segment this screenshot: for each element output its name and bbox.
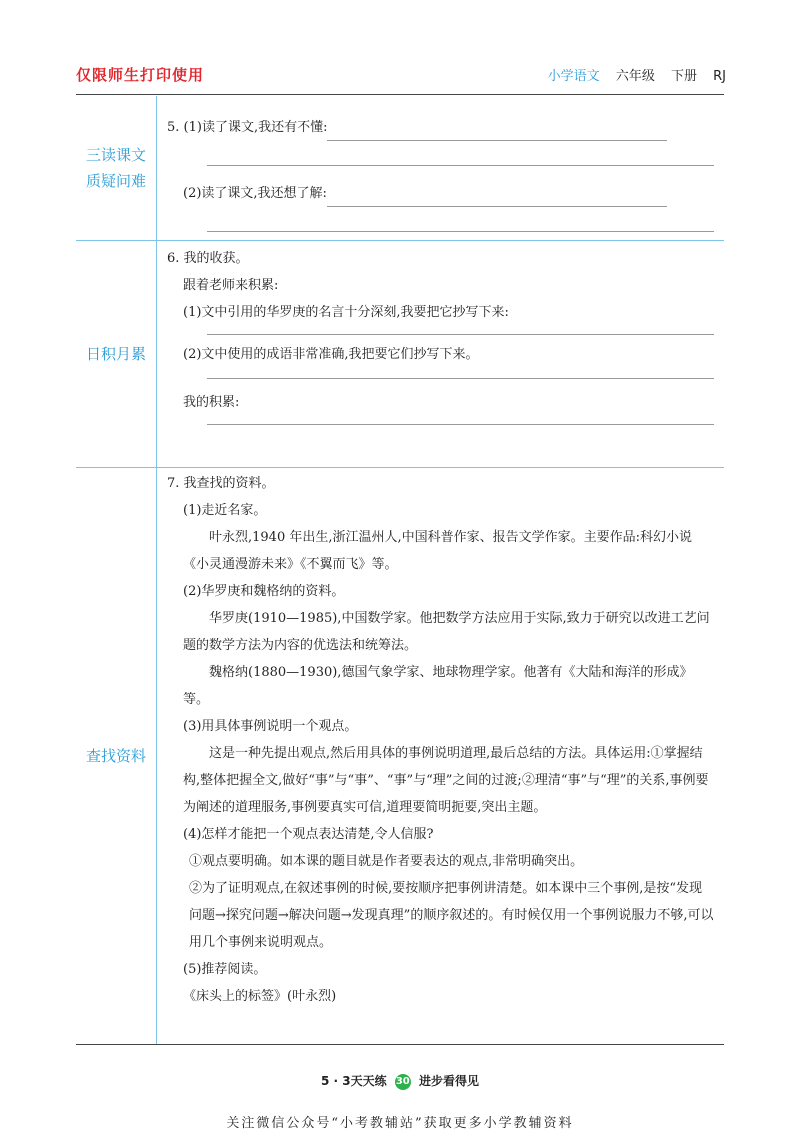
answer-line[interactable]: [207, 141, 714, 166]
paragraph-author: 叶永烈,1940 年出生,浙江温州人,中国科普作家、报告文学作家。主要作品:科幻小说《小灵通漫游未来》《不翼而飞》等。: [183, 530, 692, 572]
question-6-1: (1)文中引用的华罗庚的名言十分深刻,我要把它抄写下来:: [183, 305, 509, 320]
footer-slogan: 进步看得见: [418, 1074, 479, 1088]
section-content-questions: [157, 96, 724, 240]
page-number-badge: 30: [395, 1074, 411, 1090]
book-info: [548, 65, 726, 84]
section-label-research: 查找资料: [76, 468, 157, 1044]
footer-series: 5 · 3天天练: [320, 1074, 387, 1088]
subheading-1: (1)走近名家。: [183, 503, 267, 518]
answer-line[interactable]: [207, 207, 714, 232]
question-5-1: 5. (1)读了课文,我还有不懂:: [167, 120, 328, 135]
page-footer: [0, 1072, 800, 1090]
question-7-title: 7. 我查找的资料。: [167, 476, 275, 491]
subject-label: 小学语文: [547, 69, 600, 84]
footnote: 关注微信公众号“小考教辅站”获取更多小学教辅资料: [226, 1116, 574, 1131]
paragraph-method: 这是一种先提出观点,然后用具体的事例说明道理,最后总结的方法。具体运用:①掌握结构,整体把握全文,做好“事”与“事”、“事”与“理”之间的过渡;②理清“事”与“理”的关系,事例要为阐述的道理服务,事例要真实可信,道理要简明扼要,突出主题。: [183, 746, 709, 815]
print-notice: 仅限师生打印使用: [76, 66, 205, 84]
volume-label: 下册: [670, 69, 697, 84]
paragraph-wegener: 魏格纳(1880—1930),德国气象学家、地球物理学家。他著有《大陆和海洋的形成》等。: [183, 665, 693, 707]
section-questions: [76, 96, 724, 241]
paragraph-hua: 华罗庚(1910—1985),中国数学家。他把数学方法应用于实际,致力于研究以改进工艺问题的数学方法为内容的优选法和统筹法。: [183, 611, 710, 653]
subheading-2: (2)华罗庚和魏格纳的资料。: [183, 584, 345, 599]
subheading-4: (4)怎样才能把一个观点表达清楚,令人信服?: [183, 827, 434, 842]
section-label-questions: [76, 96, 157, 240]
grade-label: 六年级: [615, 69, 655, 84]
answer-line[interactable]: [207, 368, 714, 379]
answer-line[interactable]: [207, 416, 714, 425]
answer-line[interactable]: [207, 326, 714, 335]
header-divider: [76, 94, 724, 95]
section-label-line1: 三读课文: [85, 146, 146, 164]
paragraph-point-1: ①观点要明确。如本课的题目就是作者要表达的观点,非常明确突出。: [189, 854, 584, 869]
question-5-2: (2)读了课文,我还想了解:: [183, 186, 327, 201]
subheading-3: (3)用具体事例说明一个观点。: [183, 719, 358, 734]
section-research: [76, 468, 724, 1045]
question-6-title: 6. 我的收获。: [167, 251, 249, 266]
answer-field[interactable]: [327, 186, 667, 207]
recommended-book: 《床头上的标签》(叶永烈): [183, 989, 337, 1004]
question-6-3: 我的积累:: [183, 395, 240, 410]
section-content-research: [157, 468, 724, 1044]
section-label-accumulate: 日积月累: [76, 241, 157, 467]
section-accumulate: [76, 241, 724, 468]
answer-field[interactable]: [327, 120, 667, 141]
question-6-2: (2)文中使用的成语非常准确,我把要它们抄写下来。: [183, 347, 479, 362]
edition-label: RJ: [713, 69, 726, 84]
paragraph-point-2: ②为了证明观点,在叙述事例的时候,要按顺序把事例讲清楚。如本课中三个事例,是按“发现问题→探究问题→解决问题→发现真理”的顺序叙述的。有时候仅用一个事例说服力不够,可以用几个事例来说明观点。: [189, 881, 714, 950]
section-content-accumulate: [157, 241, 724, 467]
worksheet-table: [76, 96, 724, 1045]
section-label-line2: 质疑问难: [85, 172, 146, 190]
subheading-5: (5)推荐阅读。: [183, 962, 267, 977]
question-6-intro: 跟着老师来积累:: [183, 278, 279, 293]
